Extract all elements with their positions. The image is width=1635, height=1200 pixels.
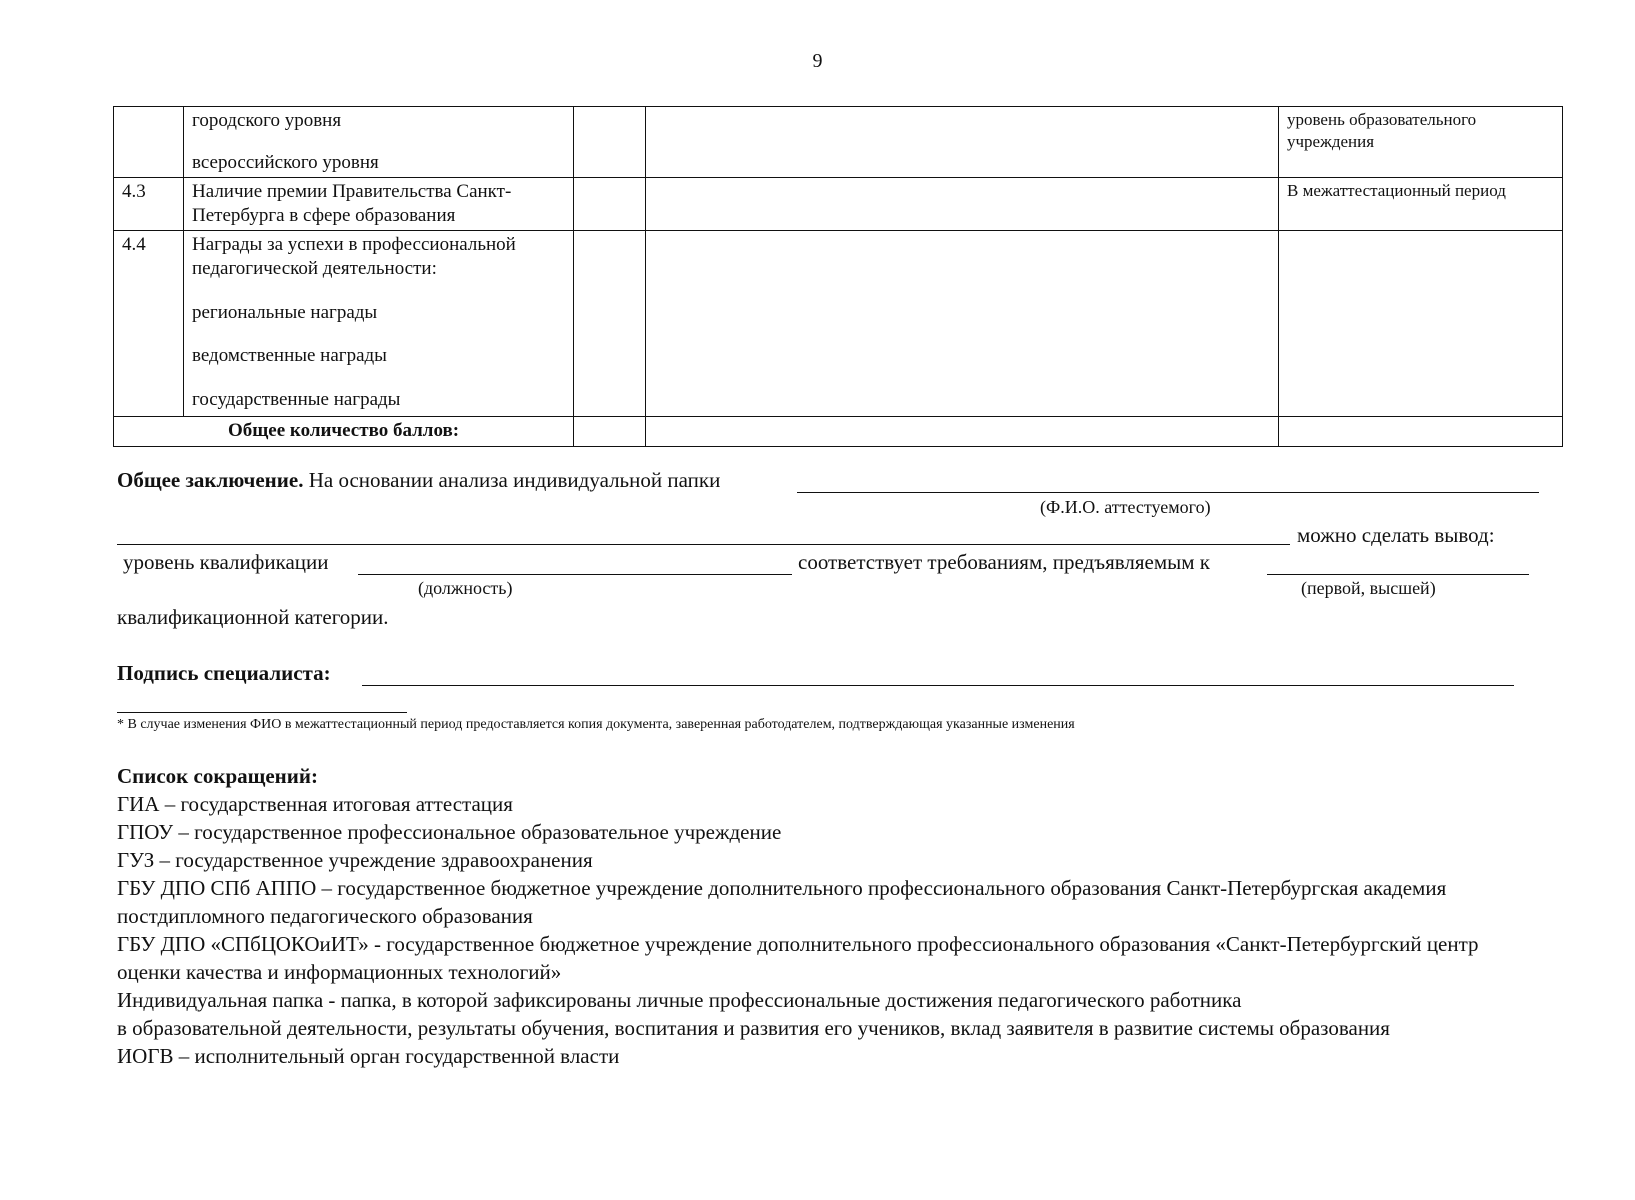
table-cell-name: Наличие премии Правительства Санкт-Петербурга в сфере образования (184, 178, 574, 231)
signature-label: Подпись специалиста: (117, 661, 331, 685)
abbreviation-item: ГБУ ДПО СПб АППО – государственное бюджетное учреждение дополнительного профессионального образования Санкт-Петербургская академия постдипломного педагогического образования (117, 876, 1447, 928)
table-cell-score (574, 178, 646, 231)
fio-caption: (Ф.И.О. аттестуемого) (1040, 497, 1211, 517)
abbreviation-item: ГИА – государственная итоговая аттестация (117, 792, 513, 816)
complies-text: соответствует требованиям, предъявляемым к (798, 550, 1210, 574)
abbreviation-item: в образовательной деятельности, результаты обучения, воспитания и развития его учеников, вклад заявителя в развитие системы образования (117, 1016, 1390, 1040)
conclusion-text-2: можно сделать вывод: (1297, 523, 1495, 547)
conclusion-text: На основании анализа индивидуальной папки (308, 468, 721, 492)
fio-field[interactable] (797, 492, 1539, 493)
abbreviation-item: ГБУ ДПО «СПбЦОКОиИТ» - государственное бюджетное учреждение дополнительного профессионального образования «Санкт-Петербургский центр оценки качества и информационных технологий» (117, 932, 1479, 984)
conclusion-bold-label: Общее заключение. (117, 468, 304, 492)
abbreviation-item: ГПОУ – государственное профессиональное образовательное учреждение (117, 820, 782, 844)
table-cell-evidence (646, 178, 1279, 231)
table-row (114, 178, 1563, 231)
table-cell-note (1279, 231, 1563, 417)
conclusion-line (117, 468, 720, 493)
row-item: государственные награды (192, 389, 401, 410)
table-cell-score (574, 417, 646, 447)
table-cell-note: уровень образовательного учреждения (1279, 107, 1563, 178)
abbreviation-item: ИОГВ – исполнительный орган государственной власти (117, 1044, 620, 1068)
abbreviation-item: ГУЗ – государственное учреждение здравоохранения (117, 848, 593, 872)
row-item: ведомственные награды (192, 345, 387, 367)
table-row-total (114, 417, 1563, 447)
table-cell-evidence (646, 417, 1279, 447)
table-cell-num: 4.4 (114, 231, 184, 417)
row-item: региональные награды (192, 301, 378, 323)
table-cell-name (184, 231, 574, 417)
level-label: уровень квалификации (123, 550, 329, 574)
category-text: квалификационной категории. (117, 605, 389, 629)
table-cell-score (574, 107, 646, 178)
signature-field[interactable] (362, 685, 1514, 686)
table-cell-evidence (646, 107, 1279, 178)
table-cell-evidence (646, 231, 1279, 417)
abbreviation-item: Индивидуальная папка - папка, в которой зафиксированы личные профессиональные достижения педагогического работника (117, 988, 1242, 1012)
footnote-rule (117, 712, 407, 713)
position-field[interactable] (358, 574, 792, 575)
abbreviations-list (117, 762, 1547, 1070)
category-caption: (первой, высшей) (1301, 578, 1436, 598)
table-row (114, 231, 1563, 417)
table-cell-num: 4.3 (114, 178, 184, 231)
table-row (114, 107, 1563, 178)
score-table (113, 106, 1563, 447)
position-caption: (должность) (418, 578, 513, 598)
table-cell-note: В межаттестационный период (1279, 178, 1563, 231)
table-cell-num (114, 107, 184, 178)
category-field[interactable] (1267, 574, 1529, 575)
abbreviations-title: Список сокращений: (117, 764, 318, 788)
table-cell-score (574, 231, 646, 417)
table-cell-name (184, 107, 574, 178)
row-item: всероссийского уровня (192, 152, 379, 174)
total-label: Общее количество баллов: (114, 417, 574, 447)
page-number: 9 (812, 50, 823, 72)
row-intro: Награды за успехи в профессиональной педагогической деятельности: (192, 234, 516, 279)
table-cell-note (1279, 417, 1563, 447)
fio-continuation-field[interactable] (117, 544, 1290, 545)
row-item: городского уровня (192, 110, 342, 131)
footnote: * В случае изменения ФИО в межаттестационный период предоставляется копия документа, заверенная работодателем, подтверждающая указанные изменения (117, 717, 1075, 732)
